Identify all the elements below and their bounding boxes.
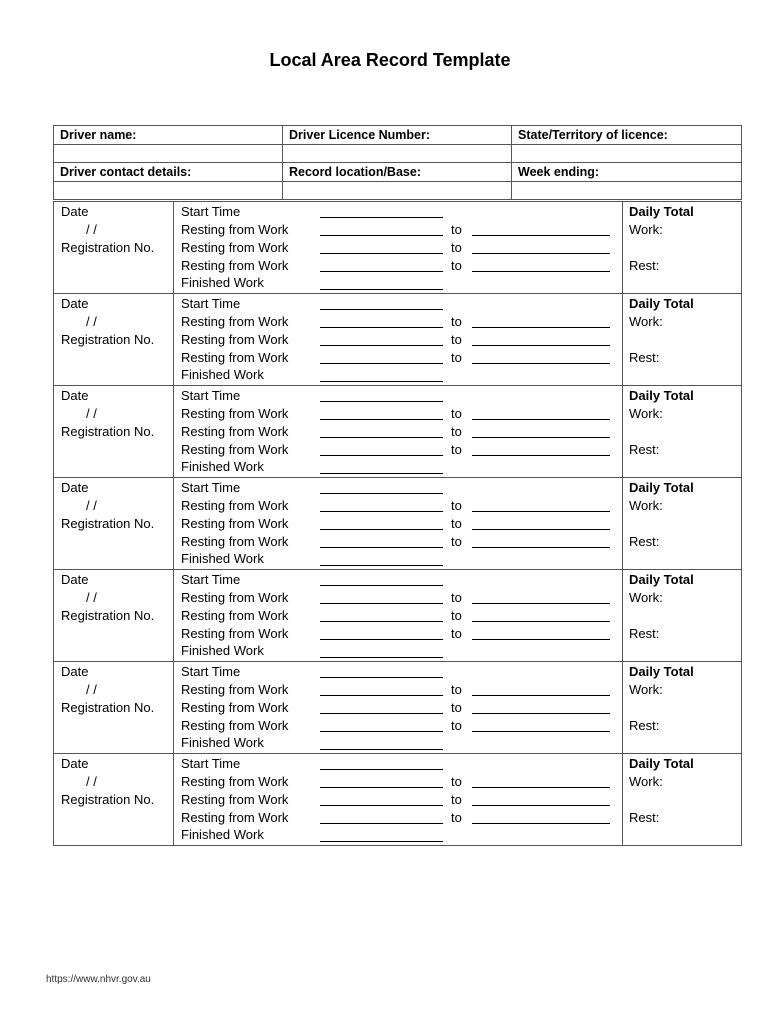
resting-from-field[interactable]: [320, 713, 443, 714]
start-time-field[interactable]: [320, 493, 443, 494]
daily-record: [54, 386, 741, 478]
resting-to-field[interactable]: [472, 253, 610, 254]
resting-from-field[interactable]: [320, 823, 443, 824]
daily-record: [54, 294, 741, 386]
finished-work-field[interactable]: [320, 473, 443, 474]
resting-label: Resting from Work: [181, 792, 289, 807]
finished-work-field[interactable]: [320, 381, 443, 382]
start-time-field[interactable]: [320, 309, 443, 310]
finished-work-field[interactable]: [320, 841, 443, 842]
rest-total-label: Rest:: [629, 258, 660, 273]
to-label: to: [451, 590, 462, 605]
to-label: to: [451, 498, 462, 513]
rest-total-label: Rest:: [629, 442, 660, 457]
daily-total-label: Daily Total: [629, 572, 694, 587]
to-label: to: [451, 424, 462, 439]
resting-label: Resting from Work: [181, 590, 289, 605]
finished-work-field[interactable]: [320, 565, 443, 566]
resting-to-field[interactable]: [472, 547, 610, 548]
finished-work-label: Finished Work: [181, 643, 264, 658]
rest-total-label: Rest:: [629, 810, 660, 825]
finished-work-label: Finished Work: [181, 459, 264, 474]
resting-label: Resting from Work: [181, 810, 289, 825]
finished-work-field[interactable]: [320, 749, 443, 750]
registration-label: Registration No.: [61, 516, 155, 531]
start-time-field[interactable]: [320, 217, 443, 218]
finished-work-label: Finished Work: [181, 367, 264, 382]
resting-from-field[interactable]: [320, 511, 443, 512]
work-total-label: Work:: [629, 682, 663, 697]
date-label: Date: [61, 572, 89, 587]
resting-to-field[interactable]: [472, 787, 610, 788]
registration-label: Registration No.: [61, 332, 155, 347]
resting-label: Resting from Work: [181, 350, 289, 365]
daily-record: [54, 662, 741, 754]
resting-from-field[interactable]: [320, 419, 443, 420]
work-total-label: Work:: [629, 498, 663, 513]
to-label: to: [451, 442, 462, 457]
finished-work-label: Finished Work: [181, 275, 264, 290]
record-location-label: Record location/Base:: [283, 163, 512, 182]
resting-from-field[interactable]: [320, 363, 443, 364]
resting-label: Resting from Work: [181, 424, 289, 439]
driver-name-label: Driver name:: [54, 126, 283, 145]
resting-to-field[interactable]: [472, 455, 610, 456]
resting-from-field[interactable]: [320, 271, 443, 272]
resting-from-field[interactable]: [320, 603, 443, 604]
resting-from-field[interactable]: [320, 547, 443, 548]
date-slashes[interactable]: / /: [86, 590, 97, 605]
to-label: to: [451, 718, 462, 733]
resting-from-field[interactable]: [320, 235, 443, 236]
daily-record: [54, 478, 741, 570]
resting-to-field[interactable]: [472, 713, 610, 714]
state-territory-label: State/Territory of licence:: [512, 126, 742, 145]
daily-total-label: Daily Total: [629, 756, 694, 771]
week-ending-label: Week ending:: [512, 163, 742, 182]
start-time-label: Start Time: [181, 664, 241, 679]
to-label: to: [451, 258, 462, 273]
resting-to-field[interactable]: [472, 327, 610, 328]
resting-from-field[interactable]: [320, 327, 443, 328]
start-time-field[interactable]: [320, 769, 443, 770]
resting-to-field[interactable]: [472, 823, 610, 824]
resting-label: Resting from Work: [181, 516, 289, 531]
resting-to-field[interactable]: [472, 639, 610, 640]
date-slashes[interactable]: / /: [86, 682, 97, 697]
rest-total-label: Rest:: [629, 534, 660, 549]
to-label: to: [451, 700, 462, 715]
work-total-label: Work:: [629, 774, 663, 789]
finished-work-label: Finished Work: [181, 551, 264, 566]
to-label: to: [451, 682, 462, 697]
resting-from-field[interactable]: [320, 639, 443, 640]
resting-from-field[interactable]: [320, 455, 443, 456]
start-time-label: Start Time: [181, 204, 241, 219]
resting-to-field[interactable]: [472, 235, 610, 236]
daily-total-label: Daily Total: [629, 664, 694, 679]
date-slashes[interactable]: / /: [86, 774, 97, 789]
resting-label: Resting from Work: [181, 774, 289, 789]
rest-total-label: Rest:: [629, 626, 660, 641]
to-label: to: [451, 222, 462, 237]
finished-work-field[interactable]: [320, 289, 443, 290]
record-location-field[interactable]: [283, 182, 512, 200]
resting-to-field[interactable]: [472, 345, 610, 346]
driver-contact-label: Driver contact details:: [54, 163, 283, 182]
resting-from-field[interactable]: [320, 345, 443, 346]
driver-licence-number-label: Driver Licence Number:: [283, 126, 512, 145]
resting-to-field[interactable]: [472, 695, 610, 696]
date-slashes[interactable]: / /: [86, 498, 97, 513]
resting-from-field[interactable]: [320, 529, 443, 530]
resting-to-field[interactable]: [472, 603, 610, 604]
start-time-field[interactable]: [320, 401, 443, 402]
resting-to-field[interactable]: [472, 271, 610, 272]
daily-record: [54, 202, 741, 294]
start-time-label: Start Time: [181, 572, 241, 587]
work-total-label: Work:: [629, 222, 663, 237]
resting-label: Resting from Work: [181, 700, 289, 715]
resting-from-field[interactable]: [320, 731, 443, 732]
work-total-label: Work:: [629, 406, 663, 421]
work-total-label: Work:: [629, 314, 663, 329]
to-label: to: [451, 792, 462, 807]
resting-from-field[interactable]: [320, 621, 443, 622]
resting-label: Resting from Work: [181, 332, 289, 347]
to-label: to: [451, 516, 462, 531]
start-time-label: Start Time: [181, 756, 241, 771]
daily-total-label: Daily Total: [629, 296, 694, 311]
page-title: Local Area Record Template: [269, 50, 511, 70]
to-label: to: [451, 534, 462, 549]
resting-label: Resting from Work: [181, 258, 289, 273]
footer-url: https://www.nhvr.gov.au: [46, 974, 151, 985]
resting-from-field[interactable]: [320, 695, 443, 696]
date-slashes[interactable]: / /: [86, 406, 97, 421]
resting-label: Resting from Work: [181, 718, 289, 733]
driver-name-field[interactable]: [54, 145, 283, 163]
date-label: Date: [61, 756, 89, 771]
resting-from-field[interactable]: [320, 437, 443, 438]
daily-record: [54, 754, 741, 845]
resting-to-field[interactable]: [472, 363, 610, 364]
state-territory-field[interactable]: [512, 145, 742, 163]
to-label: to: [451, 608, 462, 623]
date-label: Date: [61, 480, 89, 495]
registration-label: Registration No.: [61, 792, 155, 807]
to-label: to: [451, 406, 462, 421]
start-time-field[interactable]: [320, 585, 443, 586]
date-label: Date: [61, 388, 89, 403]
date-slashes[interactable]: / /: [86, 222, 97, 237]
registration-label: Registration No.: [61, 240, 155, 255]
resting-to-field[interactable]: [472, 511, 610, 512]
to-label: to: [451, 332, 462, 347]
date-label: Date: [61, 204, 89, 219]
date-slashes[interactable]: / /: [86, 314, 97, 329]
resting-from-field[interactable]: [320, 253, 443, 254]
to-label: to: [451, 774, 462, 789]
driver-licence-number-field[interactable]: [283, 145, 512, 163]
to-label: to: [451, 314, 462, 329]
start-time-field[interactable]: [320, 677, 443, 678]
registration-label: Registration No.: [61, 424, 155, 439]
to-label: to: [451, 350, 462, 365]
resting-to-field[interactable]: [472, 621, 610, 622]
resting-to-field[interactable]: [472, 419, 610, 420]
date-label: Date: [61, 296, 89, 311]
resting-label: Resting from Work: [181, 406, 289, 421]
start-time-label: Start Time: [181, 296, 241, 311]
resting-label: Resting from Work: [181, 314, 289, 329]
daily-total-label: Daily Total: [629, 388, 694, 403]
daily-total-label: Daily Total: [629, 204, 694, 219]
to-label: to: [451, 240, 462, 255]
to-label: to: [451, 810, 462, 825]
resting-to-field[interactable]: [472, 437, 610, 438]
resting-label: Resting from Work: [181, 626, 289, 641]
resting-label: Resting from Work: [181, 534, 289, 549]
finished-work-label: Finished Work: [181, 827, 264, 842]
week-ending-field[interactable]: [512, 182, 742, 200]
driver-details-table: [53, 125, 742, 200]
resting-label: Resting from Work: [181, 498, 289, 513]
resting-to-field[interactable]: [472, 731, 610, 732]
registration-label: Registration No.: [61, 700, 155, 715]
rest-total-label: Rest:: [629, 350, 660, 365]
resting-label: Resting from Work: [181, 608, 289, 623]
daily-record: [54, 570, 741, 662]
start-time-label: Start Time: [181, 388, 241, 403]
work-total-label: Work:: [629, 590, 663, 605]
to-label: to: [451, 626, 462, 641]
resting-from-field[interactable]: [320, 805, 443, 806]
daily-records-table: [53, 201, 742, 846]
resting-label: Resting from Work: [181, 442, 289, 457]
finished-work-label: Finished Work: [181, 735, 264, 750]
driver-contact-field[interactable]: [54, 182, 283, 200]
rest-total-label: Rest:: [629, 718, 660, 733]
resting-label: Resting from Work: [181, 222, 289, 237]
resting-to-field[interactable]: [472, 805, 610, 806]
registration-label: Registration No.: [61, 608, 155, 623]
daily-total-label: Daily Total: [629, 480, 694, 495]
finished-work-field[interactable]: [320, 657, 443, 658]
start-time-label: Start Time: [181, 480, 241, 495]
resting-from-field[interactable]: [320, 787, 443, 788]
resting-label: Resting from Work: [181, 682, 289, 697]
resting-label: Resting from Work: [181, 240, 289, 255]
date-label: Date: [61, 664, 89, 679]
resting-to-field[interactable]: [472, 529, 610, 530]
